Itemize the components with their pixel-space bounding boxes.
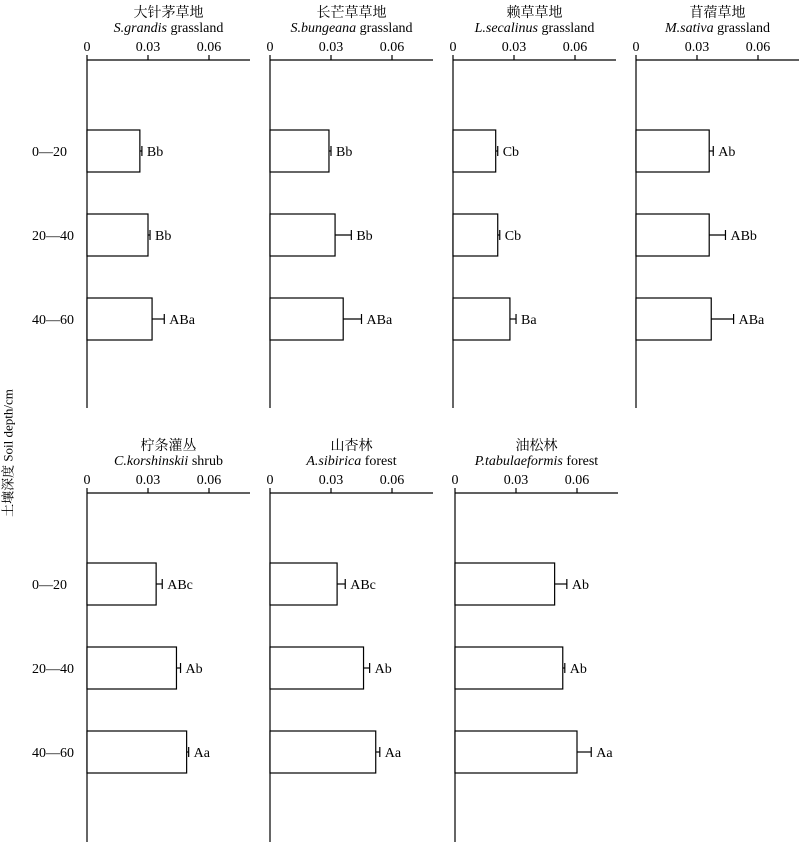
x-tick-label: 0.06 (379, 40, 405, 55)
panel-4 (633, 4, 800, 408)
category-label: 0—20 (32, 145, 67, 160)
panel-title-cn: 长芒草草地 (316, 6, 387, 21)
x-tick-label: 0 (266, 40, 274, 55)
x-tick-label: 0.03 (135, 40, 161, 55)
significance-label: Cb (504, 229, 522, 244)
bar (455, 563, 555, 605)
significance-label: Ab (185, 662, 203, 677)
panel-title-type: grassland (166, 21, 224, 36)
significance-label: Cb (502, 145, 520, 160)
bar (270, 563, 337, 605)
significance-label: Aa (384, 746, 402, 761)
bar (270, 214, 335, 256)
significance-label: Bb (155, 229, 172, 244)
bar (270, 647, 364, 689)
panel-title-species: L.secalinus (474, 21, 538, 36)
panel-title-type: forest (562, 454, 599, 469)
panel-7 (452, 437, 619, 842)
panel-title-species: S.grandis (113, 21, 167, 36)
panel-1 (32, 4, 250, 408)
x-tick-label: 0 (83, 473, 91, 488)
panel-title-cn: 苜蓿草地 (689, 6, 746, 21)
bar (453, 214, 498, 256)
panel-title-en (474, 21, 595, 36)
bar (636, 130, 709, 172)
bar (87, 130, 140, 172)
x-tick-label: 0.03 (318, 40, 344, 55)
significance-label: Ab (718, 145, 736, 160)
panel-title-species: A.sibirica (306, 454, 362, 469)
significance-label: Ab (374, 662, 392, 677)
x-tick-label: 0.03 (503, 473, 529, 488)
x-tick-label: 0 (632, 40, 640, 55)
significance-label: ABc (350, 578, 376, 593)
panel-title-type: grassland (538, 21, 595, 36)
x-tick-label: 0.06 (196, 473, 222, 488)
x-tick-label: 0.06 (562, 40, 588, 55)
bar (270, 731, 376, 773)
significance-label: Ab (571, 578, 589, 593)
panel-title-species: C.korshinskii (114, 454, 189, 469)
panel-title-en (114, 454, 223, 469)
panel-title-en (290, 21, 412, 36)
category-label: 40—60 (32, 313, 74, 328)
bar (636, 298, 711, 340)
x-tick-label: 0.03 (318, 473, 344, 488)
bar (453, 130, 496, 172)
x-tick-label: 0.03 (135, 473, 161, 488)
significance-label: Bb (336, 145, 353, 160)
significance-label: ABb (730, 229, 757, 244)
bar (87, 214, 148, 256)
x-tick-label: 0.06 (745, 40, 771, 55)
panel-title-cn: 油松林 (515, 439, 558, 454)
panel-title-species: S.bungeana (290, 21, 357, 36)
x-tick-label: 0.06 (564, 473, 590, 488)
bar (87, 298, 152, 340)
significance-label: Aa (193, 746, 210, 761)
bar (270, 298, 343, 340)
panel-2 (267, 4, 434, 408)
panel-title-cn: 山杏林 (330, 439, 373, 454)
x-tick-label: 0 (449, 40, 457, 55)
significance-label: ABa (366, 313, 393, 328)
panel-title-cn: 大针茅草地 (133, 6, 204, 21)
panel-title-en (114, 21, 224, 36)
significance-label: Bb (146, 145, 164, 160)
panel-title-type: grassland (713, 21, 770, 36)
bar (87, 731, 187, 773)
significance-label: ABa (169, 313, 195, 328)
panel-title-type: forest (361, 454, 397, 469)
panel-title-species: P.tabulaeformis (474, 454, 563, 469)
significance-label: ABc (167, 578, 193, 593)
x-tick-label: 0.03 (684, 40, 710, 55)
panel-title-type: grassland (356, 21, 413, 36)
category-label: 20—40 (32, 229, 74, 244)
panel-title-species: M.sativa (665, 21, 714, 36)
x-tick-label: 0.06 (379, 473, 405, 488)
category-label: 20—40 (32, 662, 74, 677)
significance-label: ABa (738, 313, 765, 328)
significance-label: Aa (596, 746, 613, 761)
panel-5 (32, 437, 250, 842)
panel-title-cn: 赖草草地 (506, 6, 563, 21)
x-tick-label: 0 (83, 40, 91, 55)
panel-title-en (305, 454, 396, 469)
significance-label: Ab (569, 662, 587, 677)
panel-title-en (664, 21, 770, 36)
bar (87, 563, 156, 605)
bar (453, 298, 510, 340)
y-axis-label-text: 土壤深度 Soil depth/cm (0, 389, 16, 517)
panel-title-en (474, 454, 599, 469)
bar (636, 214, 709, 256)
panel-6 (267, 437, 434, 842)
bar (455, 731, 577, 773)
x-tick-label: 0.03 (501, 40, 527, 55)
significance-label: Ba (521, 313, 537, 328)
panel-3 (450, 4, 617, 408)
x-tick-label: 0.06 (196, 40, 222, 55)
x-tick-label: 0 (266, 473, 274, 488)
category-label: 0—20 (32, 578, 67, 593)
panel-title-cn: 柠条灌丛 (140, 439, 197, 454)
significance-label: Bb (356, 229, 373, 244)
bar (270, 130, 329, 172)
bar (455, 647, 563, 689)
category-label: 40—60 (32, 746, 74, 761)
x-tick-label: 0 (451, 473, 459, 488)
bar (87, 647, 176, 689)
panel-title-type: shrub (188, 454, 223, 469)
